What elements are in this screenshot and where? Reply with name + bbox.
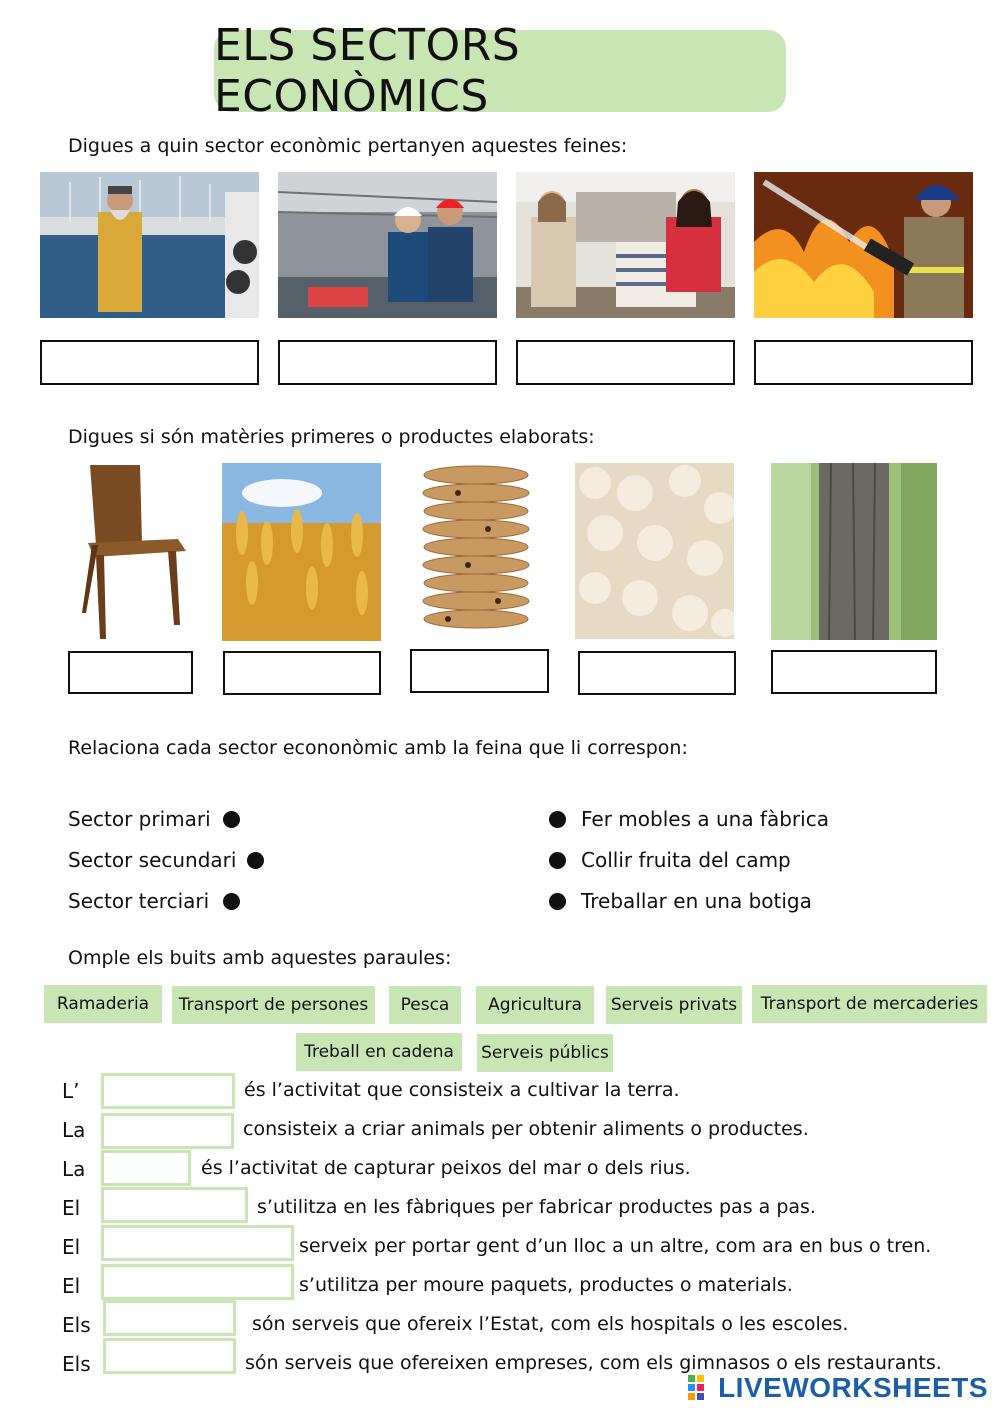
- word-chip[interactable]: Serveis públics: [477, 1034, 613, 1072]
- fisherman-photo: [40, 172, 259, 318]
- answer-box-factory[interactable]: [278, 340, 497, 385]
- section4-instruction: Omple els buits amb aquestes paraules:: [68, 947, 452, 969]
- match-dot-right-1[interactable]: [549, 811, 566, 828]
- answer-box-chair[interactable]: [68, 651, 193, 694]
- sentence-start: La: [62, 1118, 86, 1142]
- word-chip[interactable]: Pesca: [389, 986, 461, 1024]
- sentence-start: Els: [62, 1352, 91, 1376]
- match-dot-left-3[interactable]: [223, 893, 240, 910]
- fill-blank-3[interactable]: [101, 1150, 191, 1186]
- match-left-secundari: Sector secundari: [68, 848, 237, 872]
- match-right-1: Fer mobles a una fàbrica: [581, 807, 829, 831]
- liveworksheets-logo[interactable]: [688, 1372, 988, 1404]
- wheat-photo: [222, 463, 381, 641]
- sentence-start: El: [62, 1274, 81, 1298]
- answer-box-tree[interactable]: [771, 650, 937, 694]
- sentence-text: és l’activitat que consisteix a cultivar la terra.: [244, 1079, 680, 1101]
- fill-blank-8[interactable]: [103, 1338, 236, 1374]
- sentence-text: és l’activitat de capturar peixos del mar o dels rius.: [201, 1157, 691, 1179]
- word-chip[interactable]: Ramaderia: [44, 985, 162, 1023]
- factory-workers-photo: [278, 172, 497, 318]
- fill-blank-6[interactable]: [101, 1264, 294, 1300]
- sentence-text: són serveis que ofereixen empreses, com els gimnasos o els restaurants.: [245, 1352, 942, 1374]
- match-dot-left-1[interactable]: [223, 811, 240, 828]
- answer-box-cookies[interactable]: [410, 649, 549, 693]
- word-chip[interactable]: Transport de persones: [172, 986, 375, 1024]
- match-right-2: Collir fruita del camp: [581, 848, 791, 872]
- fill-blank-2[interactable]: [101, 1113, 234, 1149]
- sentence-start: La: [62, 1157, 86, 1181]
- answer-box-firefighter[interactable]: [754, 340, 973, 385]
- match-dot-right-3[interactable]: [549, 893, 566, 910]
- word-chip[interactable]: Transport de mercaderies: [752, 985, 987, 1023]
- page-title: ELS SECTORS ECONÒMICS: [214, 20, 521, 122]
- match-left-terciari: Sector terciari: [68, 889, 210, 913]
- fill-blank-1[interactable]: [101, 1073, 235, 1109]
- sentence-text: s’utilitza en les fàbriques per fabricar productes pas a pas.: [257, 1196, 816, 1218]
- cookies-photo: [418, 463, 534, 633]
- sentence-text: són serveis que ofereix l’Estat, com els hospitals o les escoles.: [252, 1313, 849, 1335]
- answer-box-wool[interactable]: [578, 651, 736, 695]
- word-chip[interactable]: Agricultura: [476, 986, 594, 1024]
- tree-trunk-photo: [771, 463, 937, 640]
- section2-instruction: Digues si són matèries primeres o productes elaborats:: [68, 426, 595, 448]
- word-chip[interactable]: Treball en cadena: [296, 1033, 462, 1071]
- match-right-3: Treballar en una botiga: [581, 889, 812, 913]
- answer-box-fisherman[interactable]: [40, 340, 259, 385]
- match-dot-left-2[interactable]: [247, 852, 264, 869]
- fill-blank-5[interactable]: [101, 1225, 294, 1261]
- fill-blank-4[interactable]: [101, 1187, 248, 1223]
- sentence-text: s’utilitza per moure paquets, productes o materials.: [299, 1274, 793, 1296]
- sentence-start: Els: [62, 1313, 91, 1337]
- match-left-primari: Sector primari: [68, 807, 211, 831]
- answer-box-wheat[interactable]: [223, 651, 381, 695]
- firefighter-photo: [754, 172, 973, 318]
- sentence-start: L’: [62, 1079, 80, 1103]
- section1-instruction: Digues a quin sector econòmic pertanyen aquestes feines:: [68, 135, 628, 157]
- sentence-start: El: [62, 1196, 81, 1220]
- title-banner: [214, 20, 786, 122]
- section3-instruction: Relaciona cada sector econonòmic amb la feina que li correspon:: [68, 737, 688, 759]
- sentence-text: consisteix a criar animals per obtenir aliments o productes.: [243, 1118, 809, 1140]
- word-chip[interactable]: Serveis privats: [606, 986, 742, 1024]
- logo-text: LIVEWORKSHEETS: [718, 1372, 988, 1403]
- match-dot-right-2[interactable]: [549, 852, 566, 869]
- fill-blank-7[interactable]: [103, 1300, 236, 1336]
- liveworksheets-logo-icon: [688, 1375, 714, 1401]
- wool-photo: [575, 463, 734, 639]
- chair-photo: [68, 463, 193, 641]
- library-photo: [516, 172, 735, 318]
- answer-box-library[interactable]: [516, 340, 735, 385]
- sentence-start: El: [62, 1235, 81, 1259]
- sentence-text: serveix per portar gent d’un lloc a un altre, com ara en bus o tren.: [299, 1235, 932, 1257]
